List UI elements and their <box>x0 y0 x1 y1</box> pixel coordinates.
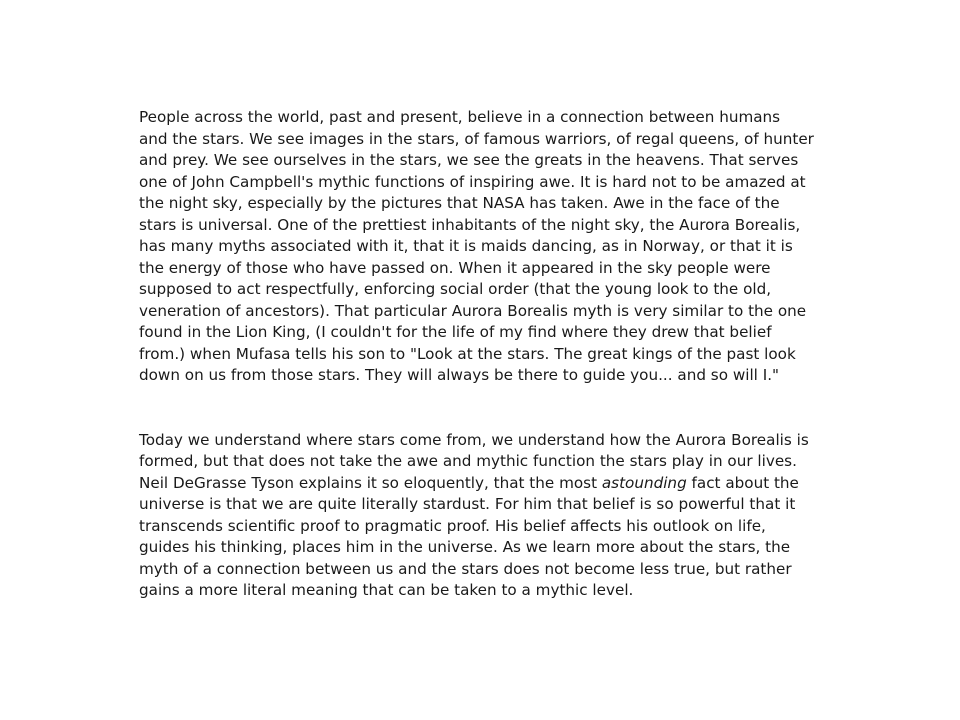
emphasized-word: astounding <box>601 473 687 492</box>
text-line: has many myths associated with it, that it is maids dancing, as in Norway, or that it is <box>139 237 793 255</box>
text-line: Today we understand where stars come from, we understand how the Aurora Borealis is <box>139 430 809 449</box>
text-line: formed, but that does not take the awe and mythic function the stars play in our lives. <box>139 452 797 470</box>
text-line-with-emphasis <box>139 473 829 495</box>
text-segment: fact about the <box>686 473 799 492</box>
body-text <box>139 107 829 602</box>
text-line: veneration of ancestors). That particular Aurora Borealis myth is very similar to the one <box>139 301 807 320</box>
text-line: myth of a connection between us and the stars does not become less true, but rather <box>139 559 792 578</box>
text-line: and prey. We see ourselves in the stars, we see the greats in the heavens. That serves <box>139 151 799 169</box>
paragraph-aurora-myths <box>139 107 829 387</box>
text-segment: Neil DeGrasse Tyson explains it so eloquently, that the most <box>139 473 602 492</box>
text-line: and the stars. We see images in the stars, of famous warriors, of regal queens, of hunter <box>139 129 814 148</box>
text-line: the energy of those who have passed on. When it appeared in the sky people were <box>139 258 771 277</box>
text-line: guides his thinking, places him in the universe. As we learn more about the stars, the <box>139 538 791 556</box>
text-line: stars is universal. One of the prettiest inhabitants of the night sky, the Aurora Borealis, <box>139 215 801 234</box>
text-line: from.) when Mufasa tells his son to "Look at the stars. The great kings of the past look <box>139 344 796 363</box>
text-line: found in the Lion King, (I couldn't for the life of my find where they drew that belief <box>139 323 772 341</box>
text-line: gains a more literal meaning that can be taken to a mythic level. <box>139 581 634 599</box>
paragraph-stardust <box>139 430 829 602</box>
text-line: one of John Campbell's mythic functions of inspiring awe. It is hard not to be amazed at <box>139 172 806 191</box>
text-line: transcends scientific proof to pragmatic proof. His belief affects his outlook on life, <box>139 516 766 535</box>
text-line: People across the world, past and present, believe in a connection between humans <box>139 108 781 126</box>
text-line: supposed to act respectfully, enforcing social order (that the young look to the old, <box>139 280 772 298</box>
text-line: universe is that we are quite literally stardust. For him that belief is so powerful that it <box>139 495 796 513</box>
text-line: the night sky, especially by the pictures that NASA has taken. Awe in the face of the <box>139 194 780 212</box>
text-line: down on us from those stars. They will always be there to guide you... and so will I." <box>139 366 780 384</box>
